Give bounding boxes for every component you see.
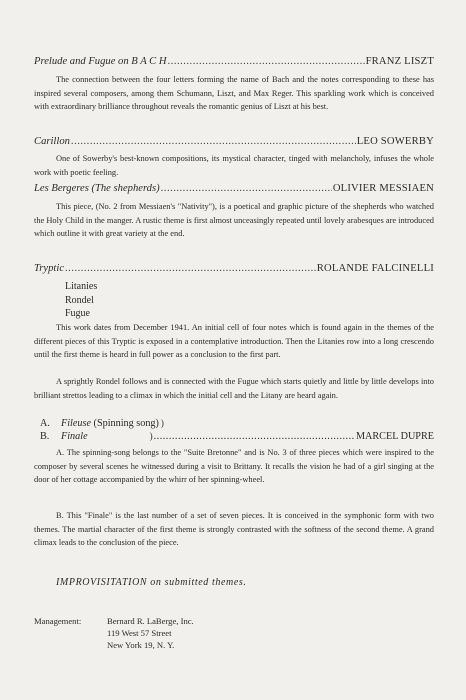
program-note: A. The spinning-song belongs to the "Suite Bretonne" and is No. 3 of three pieces which were inspired to the composer by several scenes he witnessed during a visit to Brittany. It recalls the vision he had of a girl singing at the door of her cottage accompanied by the whirr of her spinning-wheel.: [34, 448, 434, 485]
dot-leader: [65, 263, 316, 274]
composer-name: FRANZ LISZT: [365, 56, 434, 67]
piece-title: Les Bergeres (The shepherds): [34, 183, 160, 194]
movement-item: Litanies: [65, 281, 98, 292]
management-label: Management:: [34, 616, 82, 626]
program-entry-sowerby: [34, 136, 434, 147]
dot-leader: [161, 183, 332, 194]
composer-name: OLIVIER MESSIAEN: [332, 183, 434, 194]
management-street: 119 West 57 Street: [107, 628, 172, 638]
dot-leader: [154, 431, 355, 442]
improvisation-line: IMPROVISITATION on submitted themes.: [56, 577, 247, 588]
movement-label: B.: [40, 430, 50, 442]
composer-name: ROLANDE FALCINELLI: [316, 263, 434, 274]
piece-title: Tryptic: [34, 263, 65, 274]
piece-title: Finale: [61, 430, 88, 442]
movement-item: Fugue: [65, 308, 90, 319]
program-entry-messiaen: [34, 183, 434, 194]
program-note: The connection between the four letters forming the name of Bach and the notes corresponding to these has inspired several composers, among them Schumann, Liszt, and Max Reger. This sparkling work which is conceived with extraordinary brilliance throughout reveals the romantic genius of Liszt at his best.: [34, 75, 434, 112]
dot-leader: [71, 136, 356, 147]
program-entry-liszt: [34, 56, 434, 67]
piece-title: Prelude and Fugue on B A C H: [34, 56, 167, 67]
composer-name: MARCEL DUPRE: [355, 430, 434, 442]
management-name: Bernard R. LaBerge, Inc.: [107, 616, 194, 626]
management-city: New York 19, N. Y.: [107, 640, 175, 650]
movement-label: A.: [40, 418, 50, 429]
program-entry-dupre: [40, 418, 434, 443]
program-note: This work dates from December 1941. An initial cell of four notes which is found again in the themes of the different pieces of this Tryptic is exposed in a contemplative introduction. Then the Litanies row into a long crescendo until the first theme is heard in full power as a conclusion to the first part.: [34, 323, 434, 360]
piece-title: Carillon: [34, 136, 70, 147]
movement-list: [65, 280, 97, 321]
program-note: B. This "Finale" is the last number of a set of seven pieces. It is conceived in the symphonic form with two themes. The martial character of the first theme is strongly contrasted with the softness of the second theme. A grand climax leads to the conclusion of the piece.: [34, 511, 434, 548]
management-block: [34, 615, 194, 651]
program-note: One of Sowerby's best-known compositions, its mystical character, tinged with melancholy, infuses the whole work with poetic feeling.: [34, 154, 434, 177]
program-note: This piece, (No. 2 from Messiaen's "Nativity"), is a poetical and graphic picture of the shepherds who watched the Holy Child in the manger. A rustic theme is first almost unceasingly repeated until lovely arabesques are introduced which outline it with great variety at the end.: [34, 202, 434, 239]
movement-item: Rondel: [65, 294, 94, 306]
piece-title: Fileuse: [61, 418, 91, 429]
piece-subtitle: (Spinning song): [93, 418, 159, 429]
brace: ): [149, 430, 153, 441]
program-entry-falcinelli: [34, 263, 434, 274]
dot-leader: [168, 56, 365, 67]
brace: ): [160, 418, 164, 428]
composer-name: LEO SOWERBY: [356, 136, 434, 147]
program-note: A sprightly Rondel follows and is connected with the Fugue which starts quietly and little by little develops into brilliant strettos leading to a climax in which the initial cell and the Litany are heard again.: [34, 377, 434, 400]
